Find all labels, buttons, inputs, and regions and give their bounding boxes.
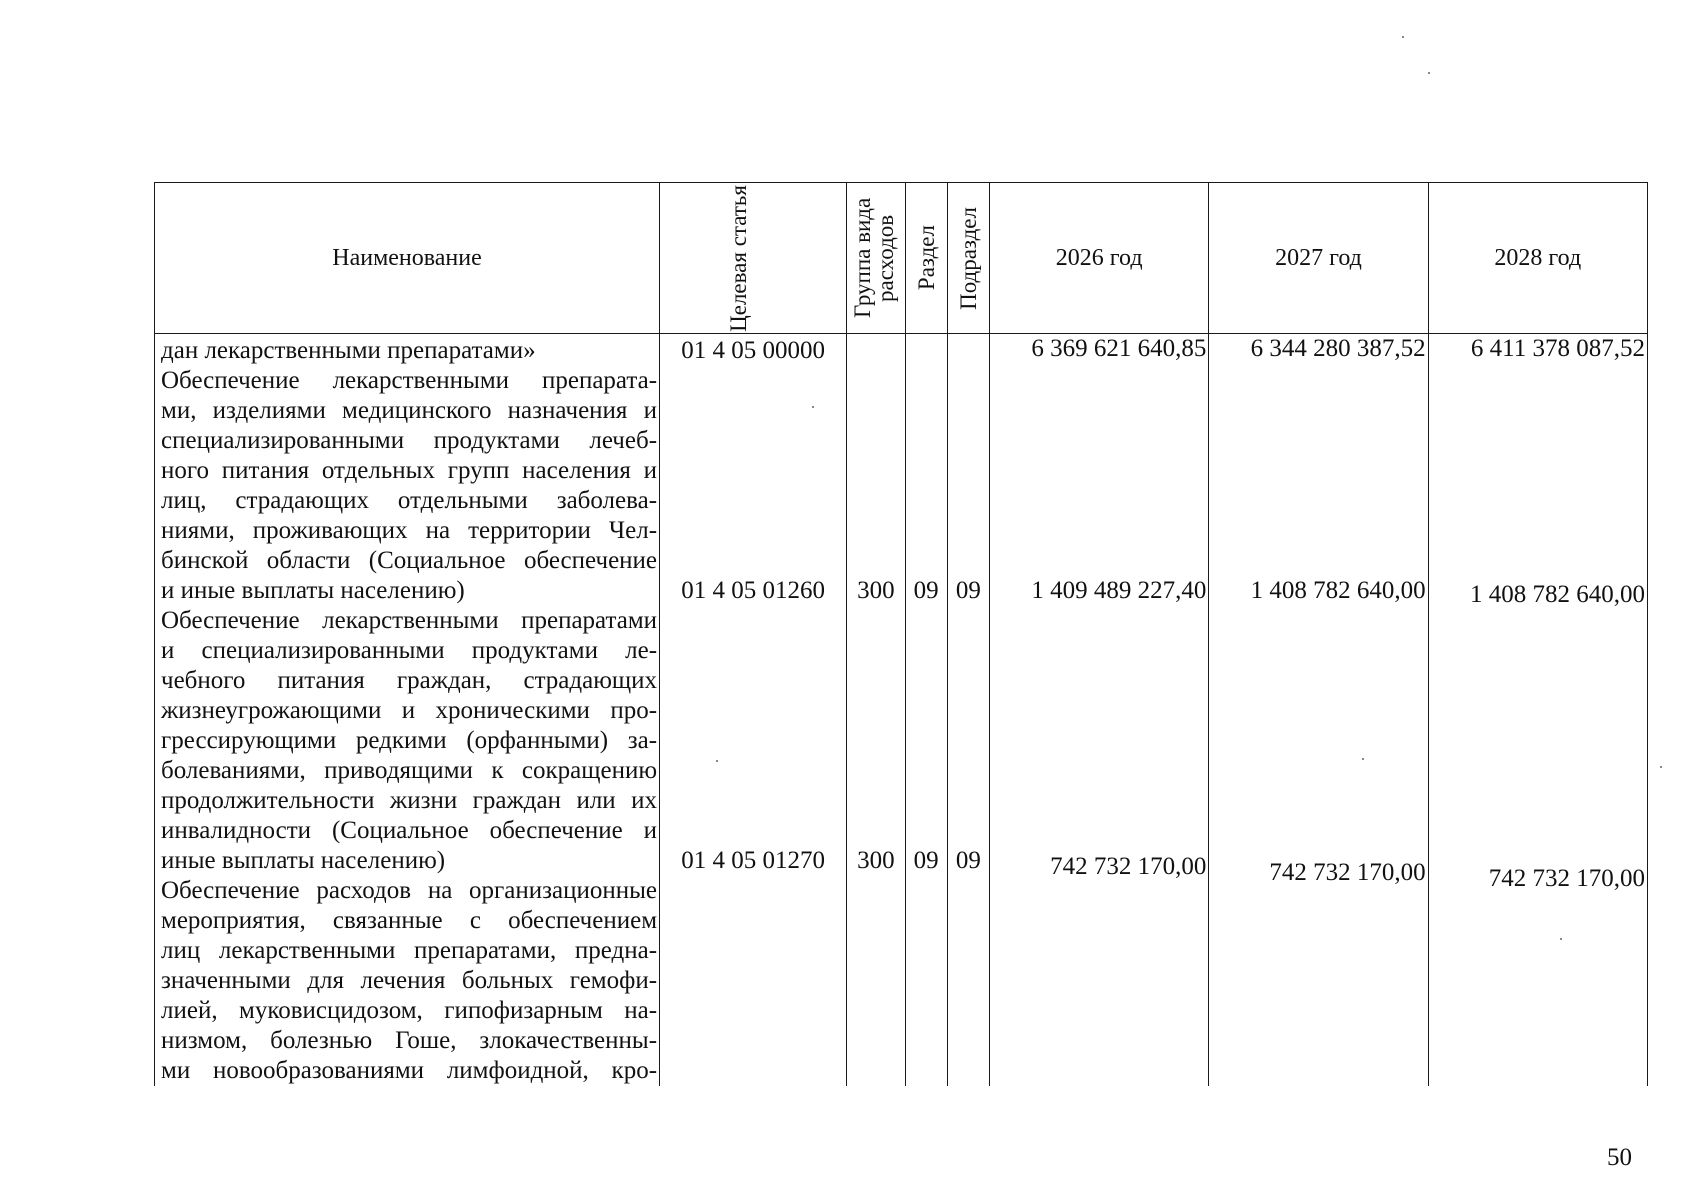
row-2027-cell: 6 344 280 387,52 (1209, 334, 1428, 367)
header-target-article-label: Целевая статья (726, 184, 752, 332)
table-row (155, 334, 1648, 367)
row-name-cell (155, 334, 660, 367)
header-section (905, 183, 947, 334)
row-name-line: чебного питания граждан, страдающих (161, 667, 658, 694)
row-subsection-value: 09 (955, 847, 981, 874)
row-code-cell (660, 606, 847, 876)
row-2028-value: 742 732 170,00 (1488, 865, 1645, 892)
row-group-value: 300 (857, 847, 895, 874)
header-expense-group-label: Группа вида расходов (849, 197, 898, 319)
row-name-line: Обеспечение лекарственными препаратами (161, 607, 658, 634)
row-2027-cell (1209, 876, 1428, 1086)
row-subsection-cell (947, 366, 989, 606)
row-2028-value: 1 408 782 640,00 (1470, 581, 1645, 608)
scan-speck (1362, 758, 1364, 760)
header-expense-group (847, 183, 905, 334)
header-year-2028-label: 2028 год (1494, 244, 1582, 271)
row-2027-value: 742 732 170,00 (1269, 859, 1426, 886)
row-section-value: 09 (913, 577, 939, 604)
header-name (155, 183, 660, 334)
row-2028-cell (1428, 876, 1647, 1086)
row-name-line: и иные выплаты населению) (161, 577, 465, 604)
row-name-line: инвалидности (Социальное обеспечение и (161, 817, 658, 844)
row-name-line: ниями, проживающих на территории Чел- (161, 517, 658, 544)
row-name-line: бинской области (Социальное обеспечение (161, 547, 658, 574)
scan-speck (1428, 72, 1430, 74)
row-name-line: болеваниями, приводящими к сокращению (161, 757, 658, 784)
row-section-cell (905, 876, 947, 1086)
row-group-cell (847, 334, 905, 367)
row-name-line: мероприятия, связанные с обеспечением (161, 907, 658, 934)
row-section-value: 09 (913, 847, 939, 874)
table-header-row (155, 183, 1648, 334)
row-name-line: специализированными продуктами лечеб- (161, 427, 658, 454)
row-group-cell (847, 366, 905, 606)
row-2028-cell (1428, 606, 1647, 892)
row-2026-cell (990, 876, 1209, 1086)
header-subsection (947, 183, 989, 334)
row-name-cell (155, 876, 660, 1086)
row-name-cell (155, 366, 660, 606)
header-year-2026 (990, 183, 1209, 334)
header-name-label: Наименование (332, 244, 482, 271)
row-name-line: лией, муковисцидозом, гипофизарным на- (161, 997, 658, 1024)
scan-speck (716, 760, 718, 762)
row-code-value: 01 4 05 01260 (681, 577, 825, 604)
row-name-line: продолжительности жизни граждан или их (161, 787, 658, 814)
row-subsection-cell (947, 606, 989, 876)
page-number: 50 (1607, 1144, 1632, 1171)
row-2026-cell: 6 369 621 640,85 (990, 334, 1209, 367)
row-name-line: грессирующими редкими (орфанными) за- (161, 727, 658, 754)
row-name-line: низмом, болезнью Гоше, злокачественны- (161, 1027, 658, 1054)
row-subsection-cell (947, 876, 989, 1086)
row-name-line: лиц лекарственными препаратами, предна- (161, 937, 658, 964)
row-2028-cell (1428, 366, 1647, 606)
row-name-line: ми, изделиями медицинского назначения и (161, 397, 658, 424)
row-name-line: и специализированными продуктами ле- (161, 637, 658, 664)
row-2027-cell (1209, 606, 1428, 886)
row-group-cell (847, 876, 905, 1086)
row-name-line: дан лекарственными препаратами» (161, 337, 536, 364)
row-2028-cell: 6 411 378 087,52 (1428, 334, 1647, 367)
row-2026-cell (990, 366, 1209, 606)
row-2026-value: 1 409 489 227,40 (1031, 577, 1207, 604)
row-code-cell (660, 876, 847, 1086)
row-subsection-cell (947, 334, 989, 367)
header-year-2026-label: 2026 год (1055, 244, 1143, 271)
header-section-label: Раздел (913, 225, 939, 291)
row-code-cell (660, 366, 847, 606)
row-name-cell (155, 606, 660, 876)
header-year-2027 (1209, 183, 1428, 334)
row-2026-cell (990, 606, 1209, 880)
row-2027-value: 1 408 782 640,00 (1250, 577, 1426, 604)
header-subsection-label: Подраздел (955, 206, 981, 310)
row-section-cell (905, 606, 947, 876)
table-row (155, 876, 1648, 1086)
table-row (155, 606, 1648, 876)
scan-speck (1560, 938, 1562, 940)
row-name-line: иные выплаты населению) (161, 847, 446, 874)
table-row (155, 366, 1648, 606)
row-code-value: 01 4 05 01270 (681, 847, 825, 874)
row-name-line: ми новообразованиями лимфоидной, кро- (161, 1057, 658, 1084)
header-year-2027-label: 2027 год (1275, 244, 1362, 271)
header-target-article (660, 183, 847, 334)
header-year-2028 (1428, 183, 1647, 334)
row-name-line: ного питания отдельных групп населения и (161, 457, 658, 484)
scan-speck (1402, 36, 1404, 38)
row-2027-cell (1209, 366, 1428, 606)
scan-speck (812, 406, 814, 408)
row-name-line: жизнеугрожающими и хроническими про- (161, 697, 658, 724)
budget-table (154, 182, 1648, 1086)
row-name-line: лиц, страдающих отдельными заболева- (161, 487, 658, 514)
row-section-cell (905, 334, 947, 367)
row-name-line: Обеспечение расходов на организационные (161, 877, 658, 904)
scan-speck (1660, 766, 1662, 768)
row-subsection-value: 09 (955, 577, 981, 604)
row-2026-value: 742 732 170,00 (1050, 853, 1207, 880)
row-name-line: Обеспечение лекарственными препарата- (161, 367, 658, 394)
row-group-cell (847, 606, 905, 876)
row-code-cell: 01 4 05 00000 (660, 334, 847, 367)
row-section-cell (905, 366, 947, 606)
row-group-value: 300 (857, 577, 895, 604)
row-name-line: значенными для лечения больных гемофи- (161, 967, 658, 994)
